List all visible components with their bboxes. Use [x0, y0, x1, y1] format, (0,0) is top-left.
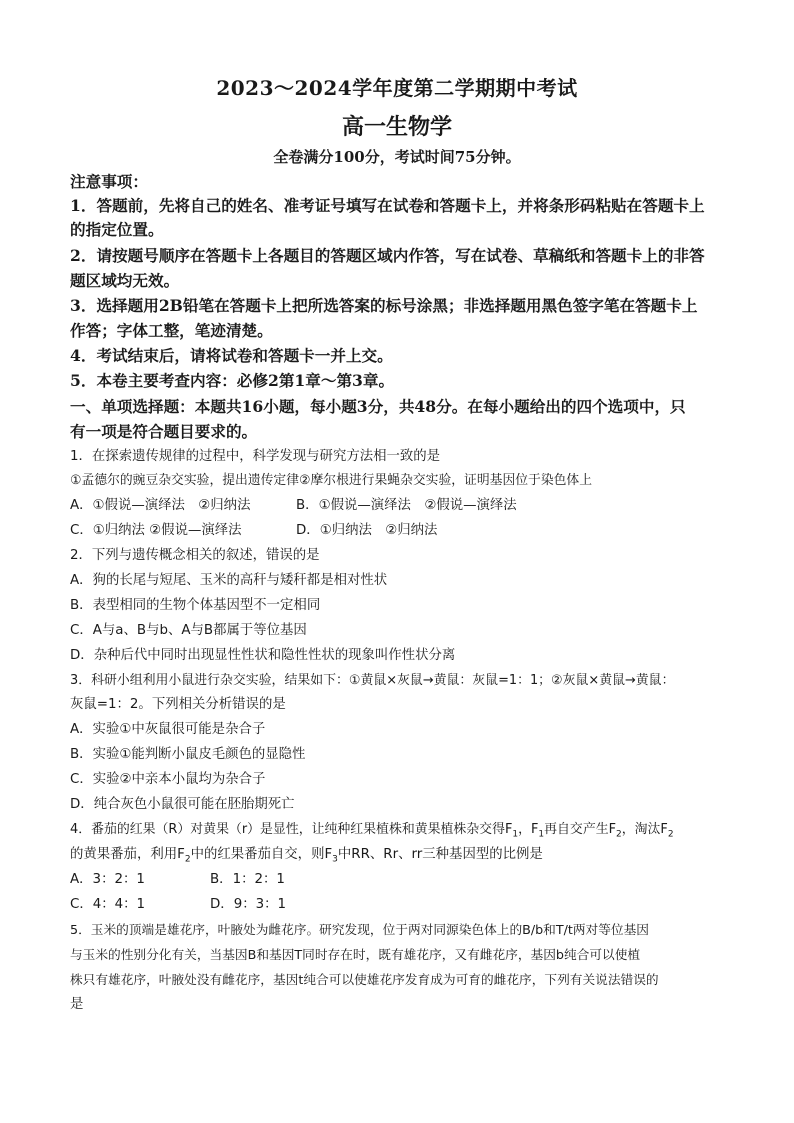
q3-option-a: A．实验①中灰鼠很可能是杂合子: [70, 722, 266, 737]
q1-option-c: C．①归纳法 ②假说—演绎法: [70, 523, 242, 538]
q2-option-d: D．杂种后代中同时出现显性性状和隐性性状的现象叫作性状分离: [70, 648, 456, 663]
q4-option-d: D．9：3：1: [210, 897, 287, 912]
q4-option-b: B．1：2：1: [210, 872, 285, 887]
q3-stem-cont: 灰鼠=1：2。下列相关分析错误的是: [70, 697, 286, 712]
note-line: 5．本卷主要考查内容：必修2第1章～第3章。: [70, 371, 395, 390]
q4-stem-cont: 的黄果番茄，利用$F_2$中的红果番茄自交，则$F_3$中RR、Rr、rr三种基因型的比例是: [70, 847, 543, 865]
note-line: 题区域均无效。: [70, 271, 180, 290]
q3-option-c: C．实验②中亲本小鼠均为杂合子: [70, 772, 266, 787]
q4-stem: 4．番茄的红果（R）对黄果（r）是显性，让纯种红果植株和黄果植株杂交得$F_1$，$F_1$再自交产生$F_2$，淘汰$F_2$: [70, 822, 674, 840]
q5-stem-cont: 株只有雄花序，叶腋处没有雌花序，基因t纯合可以使雄花序发育成为可育的雌花序，下列有关说法错误的: [70, 972, 659, 987]
note-line: 的指定位置。: [70, 220, 164, 239]
q1-stem: 1．在探索遗传规律的过程中，科学发现与研究方法相一致的是: [70, 449, 441, 464]
note-line: 2．请按题号顺序在答题卡上各题目的答题区域内作答，写在试卷、草稿纸和答题卡上的非答: [70, 246, 705, 265]
q2-stem: 2．下列与遗传概念相关的叙述，错误的是: [70, 548, 320, 563]
q4-option-a: A．3：2：1: [70, 872, 145, 887]
q5-stem-cont: 是: [70, 997, 84, 1012]
q1-detail: ①孟德尔的豌豆杂交实验，提出遗传定律②摩尔根进行果蝇杂交实验，证明基因位于染色体上: [70, 473, 593, 488]
q2-option-a: A．狗的长尾与短尾、玉米的高秆与矮秆都是相对性状: [70, 573, 388, 588]
subject-title: 高一生物学: [341, 114, 452, 140]
notes-heading: 注意事项：: [70, 172, 148, 191]
q5-stem: 5．玉米的顶端是雄花序，叶腋处为雌花序。研究发现，位于两对同源染色体上的B/b和T/t两对等位基因: [70, 922, 649, 937]
exam-info: 全卷满分100分，考试时间75分钟。: [273, 148, 521, 166]
q2-option-c: C．A与a、B与b、A与B都属于等位基因: [70, 623, 307, 638]
section-heading: 有一项是符合题目要求的。: [70, 422, 258, 441]
note-line: 作答；字体工整，笔迹清楚。: [70, 321, 273, 340]
q1-option-a: A．①假说—演绎法 ②归纳法: [70, 498, 251, 513]
exam-title: 2023～2024学年度第二学期期中考试: [216, 76, 578, 100]
q4-option-c: C．4：4：1: [70, 897, 146, 912]
note-line: 1．答题前，先将自己的姓名、准考证号填写在试卷和答题卡上，并将条形码粘贴在答题卡上: [70, 196, 705, 215]
q3-option-b: B．实验①能判断小鼠皮毛颜色的显隐性: [70, 747, 306, 762]
q1-option-d: D．①归纳法 ②归纳法: [296, 523, 438, 538]
note-line: 3．选择题用2B铅笔在答题卡上把所选答案的标号涂黑；非选择题用黑色签字笔在答题卡上: [70, 296, 698, 315]
section-heading: 一、单项选择题：本题共16小题，每小题3分，共48分。在每小题给出的四个选项中，只: [70, 397, 686, 416]
q5-stem-cont: 与玉米的性别分化有关，当基因B和基因T同时存在时，既有雄花序，又有雌花序，基因b纯合可以使植: [70, 947, 641, 962]
q2-option-b: B．表型相同的生物个体基因型不一定相同: [70, 598, 321, 613]
note-line: 4．考试结束后，请将试卷和答题卡一并上交。: [70, 346, 393, 365]
q1-option-b: B．①假说—演绎法 ②假说—演绎法: [296, 498, 517, 513]
q3-option-d: D．纯合灰色小鼠很可能在胚胎期死亡: [70, 797, 295, 812]
q3-stem: 3．科研小组利用小鼠进行杂交实验，结果如下：①黄鼠×灰鼠→黄鼠：灰鼠=1：1；②灰鼠×黄鼠→黄鼠：: [70, 673, 675, 688]
